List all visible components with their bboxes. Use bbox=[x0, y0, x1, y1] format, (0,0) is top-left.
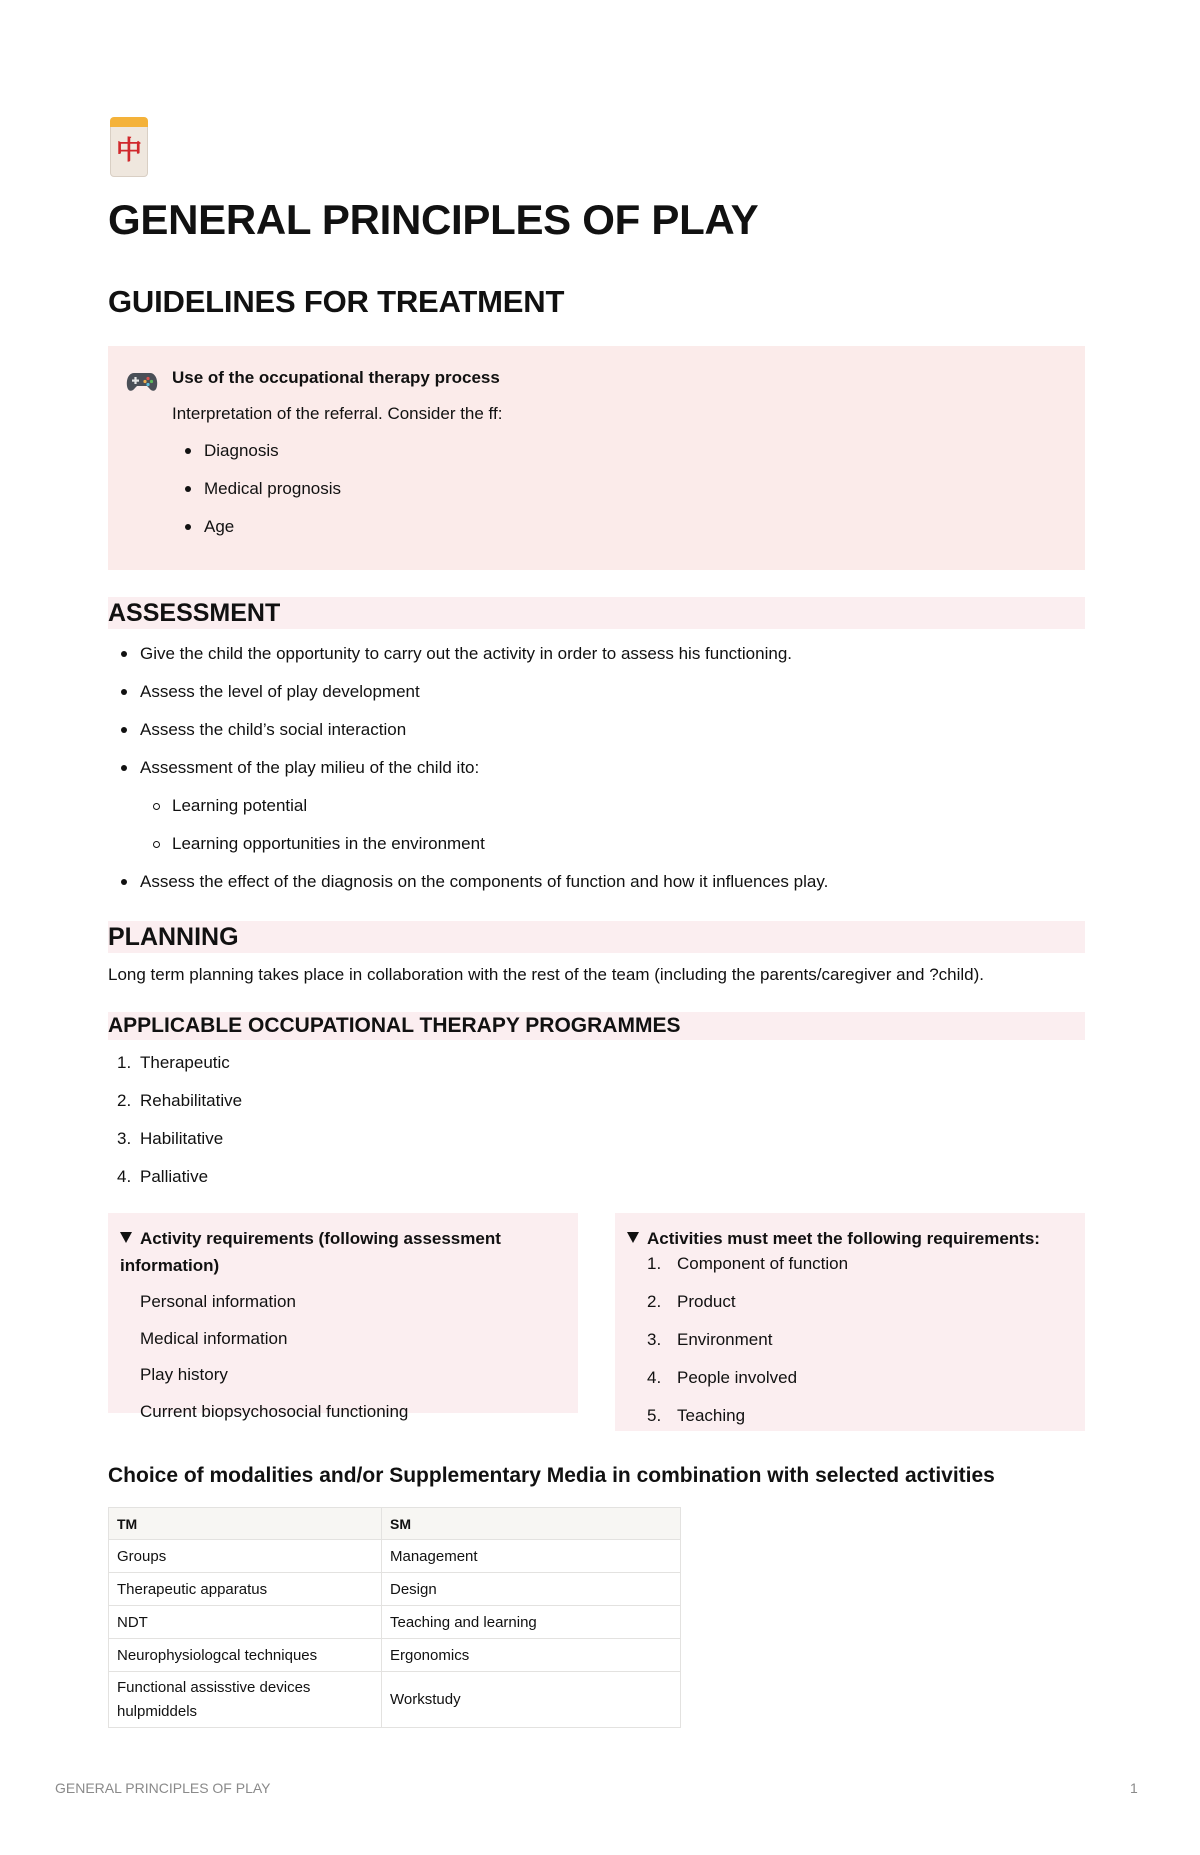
numbered-item: 5. Teaching bbox=[647, 1406, 746, 1425]
toggle-numbered-list bbox=[647, 1253, 1067, 1443]
numbered-item: 1. Component of function bbox=[647, 1254, 849, 1273]
toggle-title[interactable]: Activity requirements (following assessment information) bbox=[120, 1229, 501, 1275]
assessment-heading: ASSESSMENT bbox=[108, 597, 1085, 629]
callout-list bbox=[172, 440, 1072, 554]
numbered-item: 2. Rehabilitative bbox=[117, 1091, 243, 1110]
callout-description: Interpretation of the referral. Consider the ff: bbox=[172, 404, 503, 423]
list-item: Assess the effect of the diagnosis on the components of function and how it influences play. bbox=[108, 871, 1085, 909]
toggle-list bbox=[140, 1291, 408, 1437]
table-row bbox=[109, 1639, 681, 1672]
page-title: GENERAL PRINCIPLES OF PLAY bbox=[108, 196, 759, 243]
numbered-item: 4. Palliative bbox=[117, 1167, 209, 1186]
table-header-row bbox=[109, 1508, 681, 1540]
page-subtitle: GUIDELINES FOR TREATMENT bbox=[108, 284, 565, 319]
list-item: Current biopsychosocial functioning bbox=[140, 1401, 409, 1421]
toggle-title[interactable]: Activities must meet the following requirements: bbox=[627, 1225, 1040, 1252]
list-item: Assess the child’s social interaction bbox=[108, 719, 1085, 757]
table-row bbox=[109, 1540, 681, 1573]
list-item: Give the child the opportunity to carry out the activity in order to assess his functioning. bbox=[108, 643, 1085, 681]
list-item: Medical prognosis bbox=[172, 478, 1072, 516]
table-cell: Therapeutic apparatus bbox=[109, 1573, 382, 1606]
table-cell: Groups bbox=[109, 1540, 382, 1573]
triangle-down-icon[interactable] bbox=[627, 1232, 639, 1243]
programmes-heading: APPLICABLE OCCUPATIONAL THERAPY PROGRAMMES bbox=[108, 1012, 1085, 1040]
numbered-item: 4. People involved bbox=[647, 1368, 798, 1387]
planning-text: Long term planning takes place in collaboration with the rest of the team (including the parents/caregiver and ?child). bbox=[108, 965, 985, 984]
page-number: 1 bbox=[1130, 1780, 1138, 1796]
planning-heading: PLANNING bbox=[108, 921, 1085, 953]
numbered-item: 3. Environment bbox=[647, 1330, 773, 1349]
list-item: Play history bbox=[140, 1365, 228, 1384]
triangle-down-icon[interactable] bbox=[120, 1232, 132, 1243]
table-row bbox=[109, 1573, 681, 1606]
list-item: Diagnosis bbox=[172, 440, 1072, 478]
table-cell: Functional assisstive devices hulpmiddels bbox=[109, 1672, 382, 1728]
mahjong-red-dragon-icon bbox=[108, 115, 150, 179]
callout-box bbox=[108, 346, 1085, 570]
table-cell: NDT bbox=[109, 1606, 382, 1639]
table-cell: Workstudy bbox=[382, 1672, 681, 1728]
table-row bbox=[109, 1672, 681, 1728]
modalities-heading: Choice of modalities and/or Supplementary Media in combination with selected activities bbox=[108, 1464, 995, 1487]
assessment-sublist bbox=[108, 795, 1085, 871]
column-header-sm: SM bbox=[382, 1508, 681, 1540]
callout-title: Use of the occupational therapy process bbox=[172, 368, 500, 387]
modalities-table bbox=[108, 1507, 681, 1728]
table-cell: Management bbox=[382, 1540, 681, 1573]
toggle-activities-requirements[interactable] bbox=[615, 1213, 1085, 1431]
table-cell: Neurophysiologcal techniques bbox=[109, 1639, 382, 1672]
table-cell: Teaching and learning bbox=[382, 1606, 681, 1639]
list-item: Assessment of the play milieu of the child ito: bbox=[108, 757, 1085, 795]
programmes-list bbox=[108, 1052, 508, 1204]
numbered-item: 1. Therapeutic bbox=[117, 1053, 230, 1072]
table-cell: Ergonomics bbox=[382, 1639, 681, 1672]
numbered-item: 3. Habilitative bbox=[117, 1129, 224, 1148]
toggle-activity-requirements[interactable] bbox=[108, 1213, 578, 1421]
column-header-tm: TM bbox=[109, 1508, 382, 1540]
sub-list-item: Learning potential bbox=[140, 795, 1085, 833]
assessment-list bbox=[108, 643, 1085, 909]
gamepad-icon bbox=[126, 371, 158, 393]
footer-title: GENERAL PRINCIPLES OF PLAY bbox=[55, 1780, 271, 1796]
table-row bbox=[109, 1606, 681, 1639]
list-item: Medical information bbox=[140, 1328, 288, 1348]
table-cell: Design bbox=[382, 1573, 681, 1606]
list-item: Age bbox=[172, 516, 1072, 554]
list-item: Assess the level of play development bbox=[108, 681, 1085, 719]
page-icon-glyph: 中 bbox=[115, 136, 142, 166]
sub-list-item: Learning opportunities in the environment bbox=[140, 833, 1085, 871]
list-item: Personal information bbox=[140, 1292, 296, 1311]
numbered-item: 2. Product bbox=[647, 1292, 736, 1311]
